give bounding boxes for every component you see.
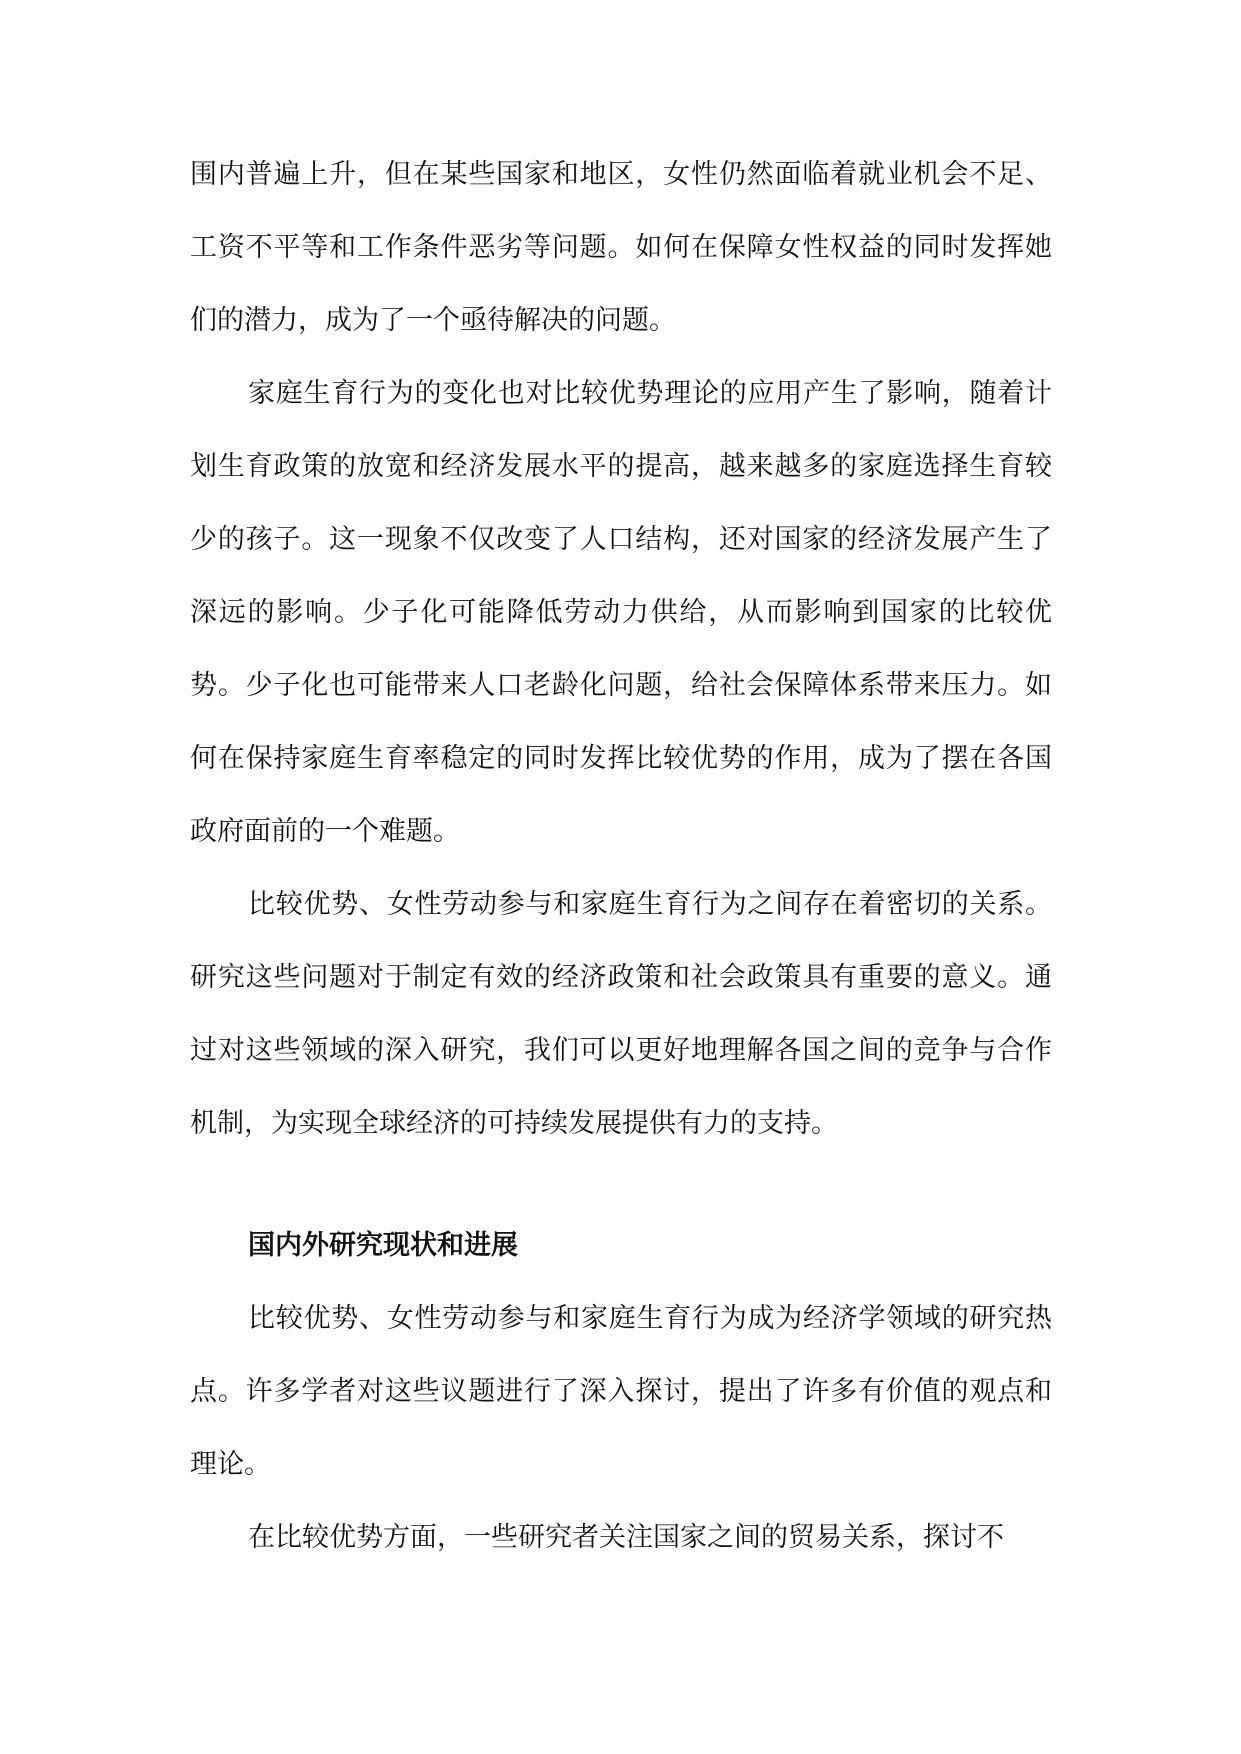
paragraph-continued: 围内普遍上升，但在某些国家和地区，女性仍然面临着就业机会不足、工资不平等和工作条件恶劣等问题。如何在保障女性权益的同时发挥她们的潜力，成为了一个亟待解决的问题。 [190,159,1052,336]
document-page [190,138,1052,1574]
paragraph-fertility-behavior: 家庭生育行为的变化也对比较优势理论的应用产生了影响，随着计划生育政策的放宽和经济发展水平的提高，越来越多的家庭选择生育较少的孩子。这一现象不仅改变了人口结构，还对国家的经济发展产生了深远的影响。少子化可能降低劳动力供给，从而影响到国家的比较优势。少子化也可能带来人口老龄化问题，给社会保障体系带来压力。如何在保持家庭生育率稳定的同时发挥比较优势的作用，成为了摆在各国政府面前的一个难题。 [190,378,1052,847]
paragraph-comparative-advantage: 在比较优势方面，一些研究者关注国家之间的贸易关系，探讨不 [248,1522,1004,1553]
section-heading: 国内外研究现状和进展 [248,1230,518,1261]
paragraph-relationship: 比较优势、女性劳动参与和家庭生育行为之间存在着密切的关系。研究这些问题对于制定有效的经济政策和社会政策具有重要的意义。通过对这些领域的深入研究，我们可以更好地理解各国之间的竞争与合作机制，为实现全球经济的可持续发展提供有力的支持。 [190,889,1052,1139]
paragraph-research-hotspot: 比较优势、女性劳动参与和家庭生育行为成为经济学领域的研究热点。许多学者对这些议题进行了深入探讨，提出了许多有价值的观点和理论。 [190,1303,1052,1480]
